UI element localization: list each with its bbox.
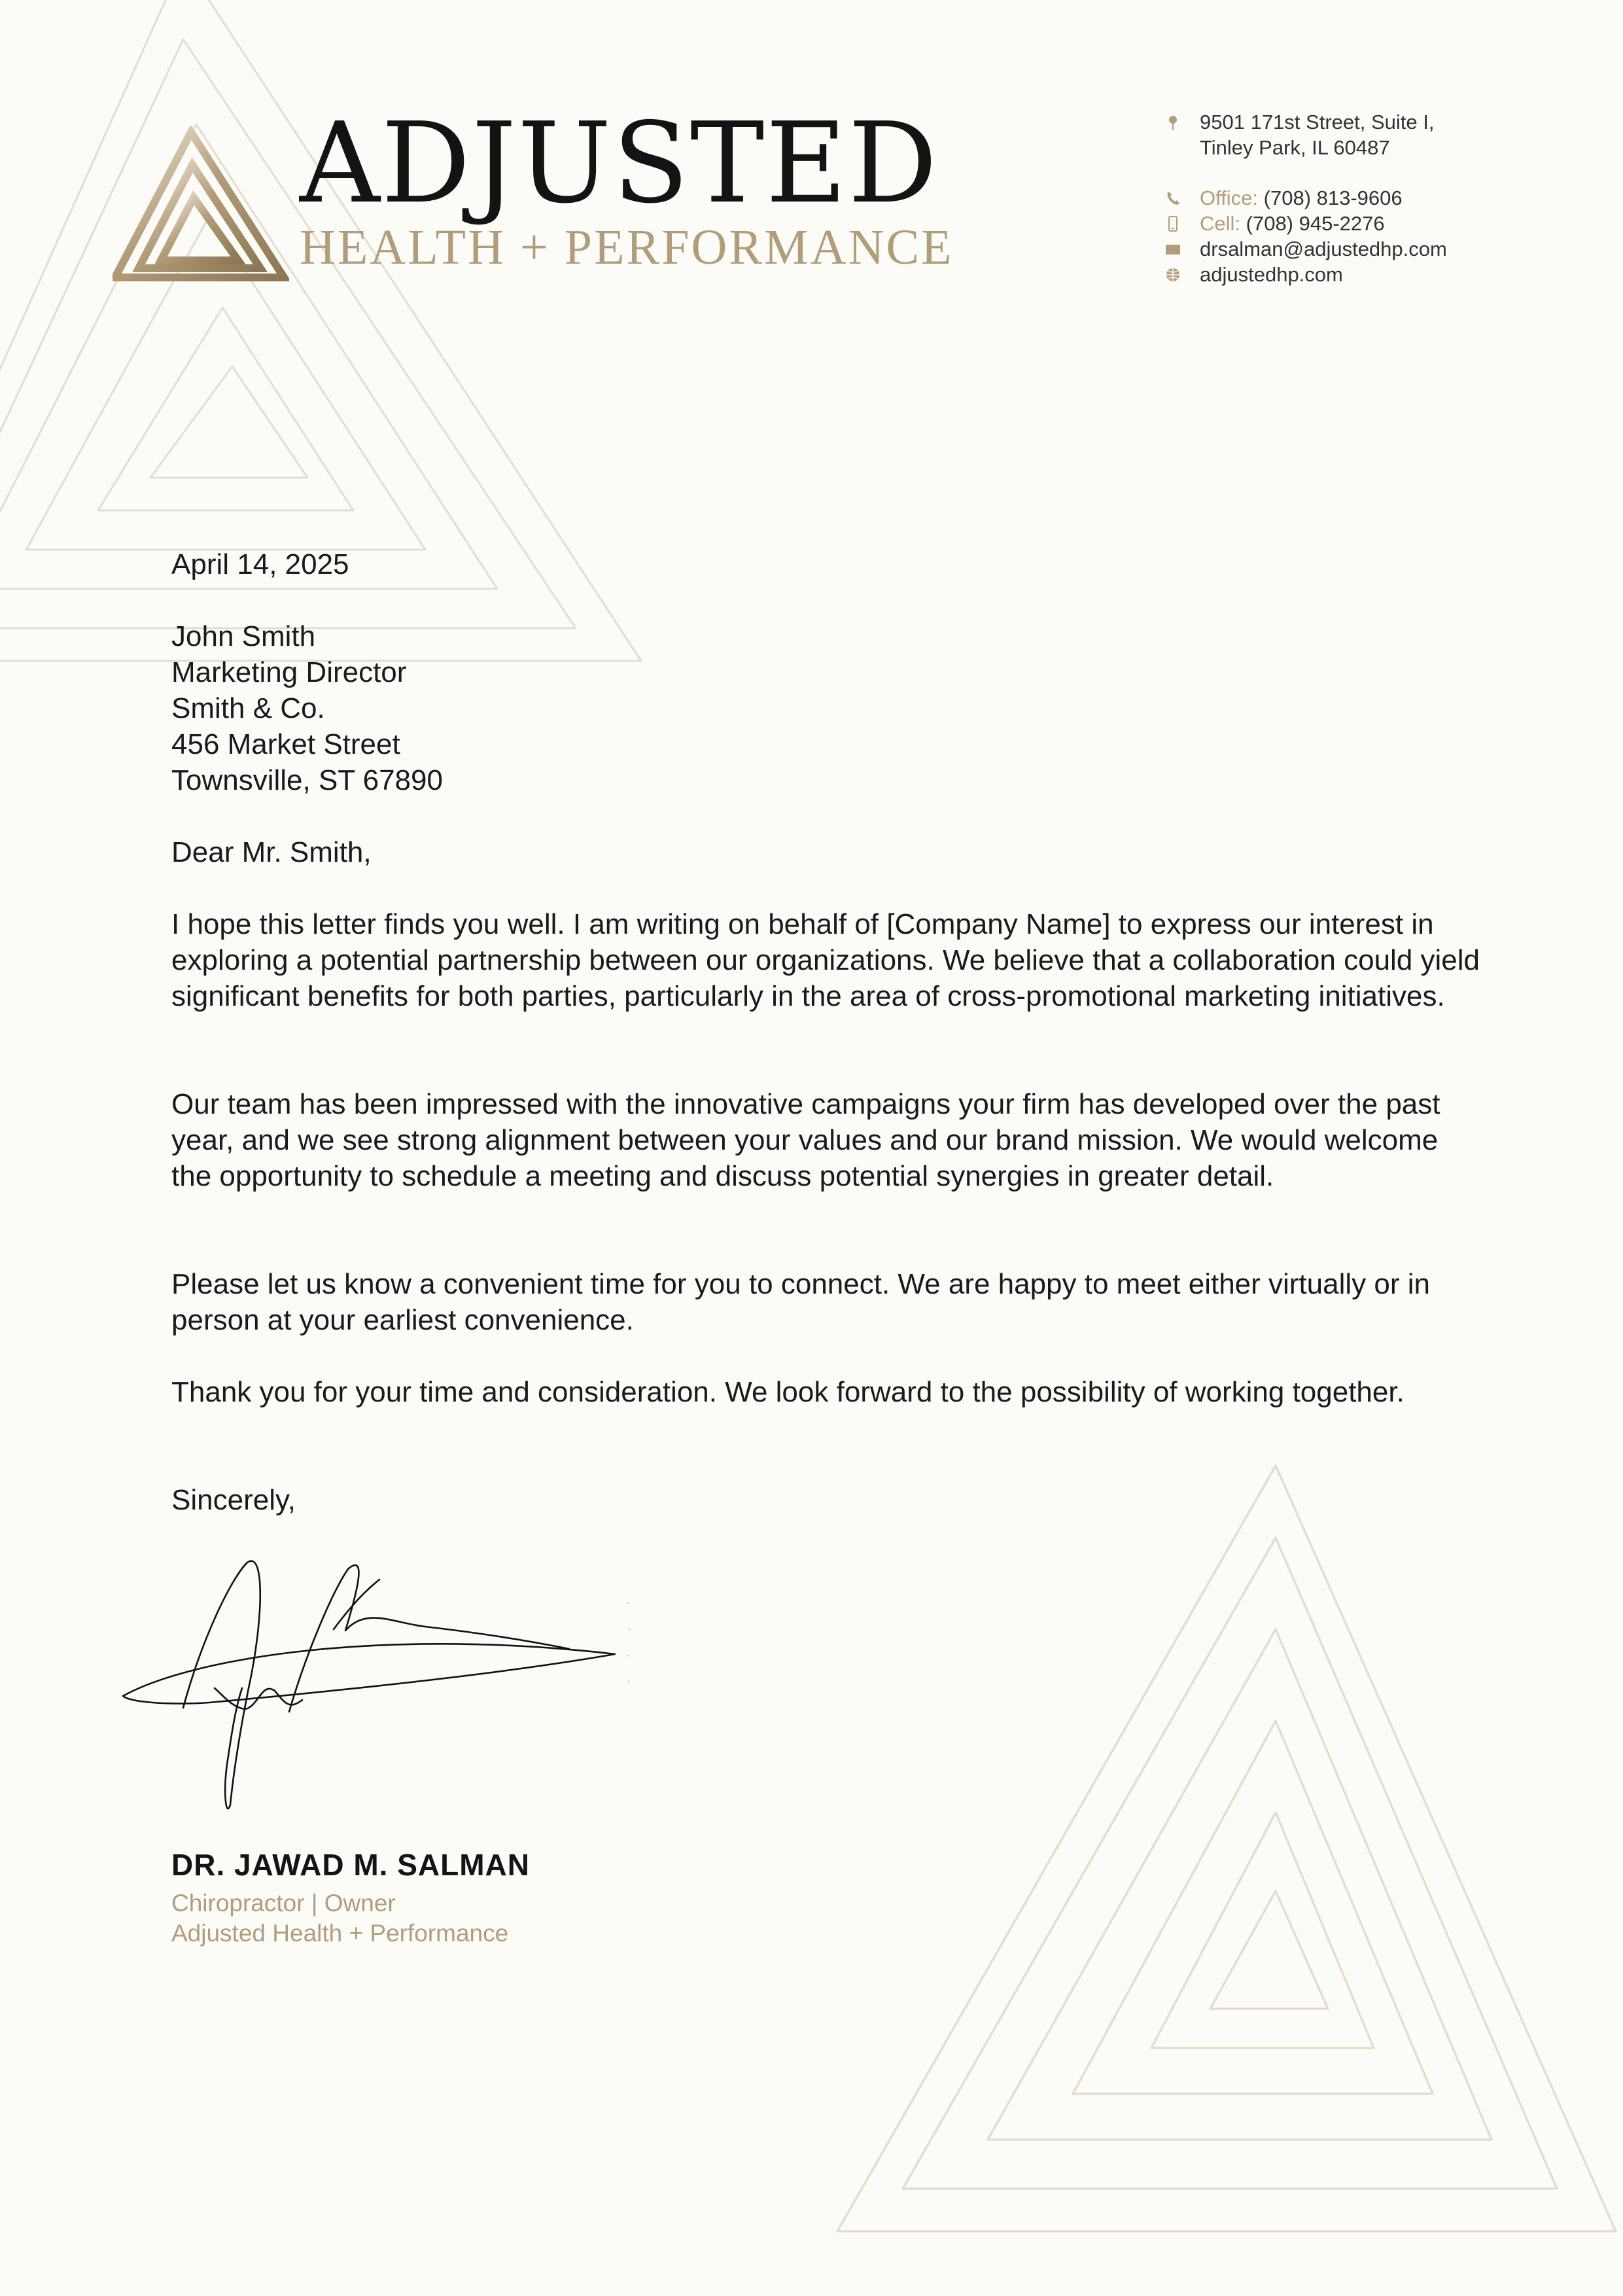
signer-name: DR. JAWAD M. SALMAN [171,1848,530,1882]
globe-icon [1164,266,1181,283]
email-address[interactable]: drsalman@adjustedhp.com [1200,238,1447,260]
closing-text: Sincerely, [171,1484,296,1516]
address-line-1: 9501 171st Street, Suite I, [1200,111,1435,133]
handwritten-signature [118,1551,641,1826]
paragraph: Our team has been impressed with the innovative campaigns your firm has developed over the past year, and we see strong alignment between your values and our brand mission. We would welcome the opportunity to schedule a meeting and discuss potential synergies in greater detail. [171,1088,1440,1192]
recipient-city: Townsville, ST 67890 [171,764,443,796]
recipient-name: John Smith [171,620,316,652]
signer-role: Chiropractor | Owner [171,1890,396,1916]
recipient-title: Marketing Director [171,656,407,688]
recipient-company: Smith & Co. [171,692,325,724]
recipient-block [171,618,1480,798]
brand-logo-icon [113,126,289,283]
body-paragraph-1 [171,906,1480,1014]
location-pin-icon [1164,114,1181,131]
paragraph: Thank you for your time and consideration. We look forward to the possibility of working together. [171,1376,1405,1408]
brand-name: ADJUSTED [300,99,939,228]
salutation-text: Dear Mr. Smith, [171,836,372,868]
body-paragraph-4 [171,1374,1480,1410]
salutation [171,834,1480,870]
paragraph: Please let us know a convenient time for you to connect. We are happy to meet either virtually or in person at your earliest convenience. [171,1268,1430,1336]
letter-date [171,546,1480,582]
address-line-2: Tinley Park, IL 60487 [1200,136,1390,159]
body-paragraph-2 [171,1086,1480,1194]
paragraph: I hope this letter finds you well. I am writing on behalf of [Company Name] to express our interest in exploring a potential partnership between our organizations. We believe that a collaboration could yield significant benefits for both parties, particularly in the area of cross-promotional marketing initiatives. [171,908,1480,1012]
mobile-phone-icon [1164,215,1181,232]
background-triangle-watermark-bottom [824,1459,1623,2296]
body-paragraph-3 [171,1266,1480,1338]
office-phone[interactable]: (708) 813-9606 [1263,186,1403,209]
website-url[interactable]: adjustedhp.com [1200,263,1343,286]
cell-phone[interactable]: (708) 945-2276 [1246,212,1385,235]
date: April 14, 2025 [171,548,349,580]
signer-company: Adjusted Health + Performance [171,1920,509,1947]
email-icon [1164,241,1181,258]
office-label: Office: [1200,186,1259,209]
brand-subtitle: HEALTH + PERFORMANCE [300,220,954,275]
recipient-street: 456 Market Street [171,728,400,760]
closing [171,1482,1480,1518]
cell-label: Cell: [1200,212,1241,235]
phone-icon [1164,190,1181,207]
